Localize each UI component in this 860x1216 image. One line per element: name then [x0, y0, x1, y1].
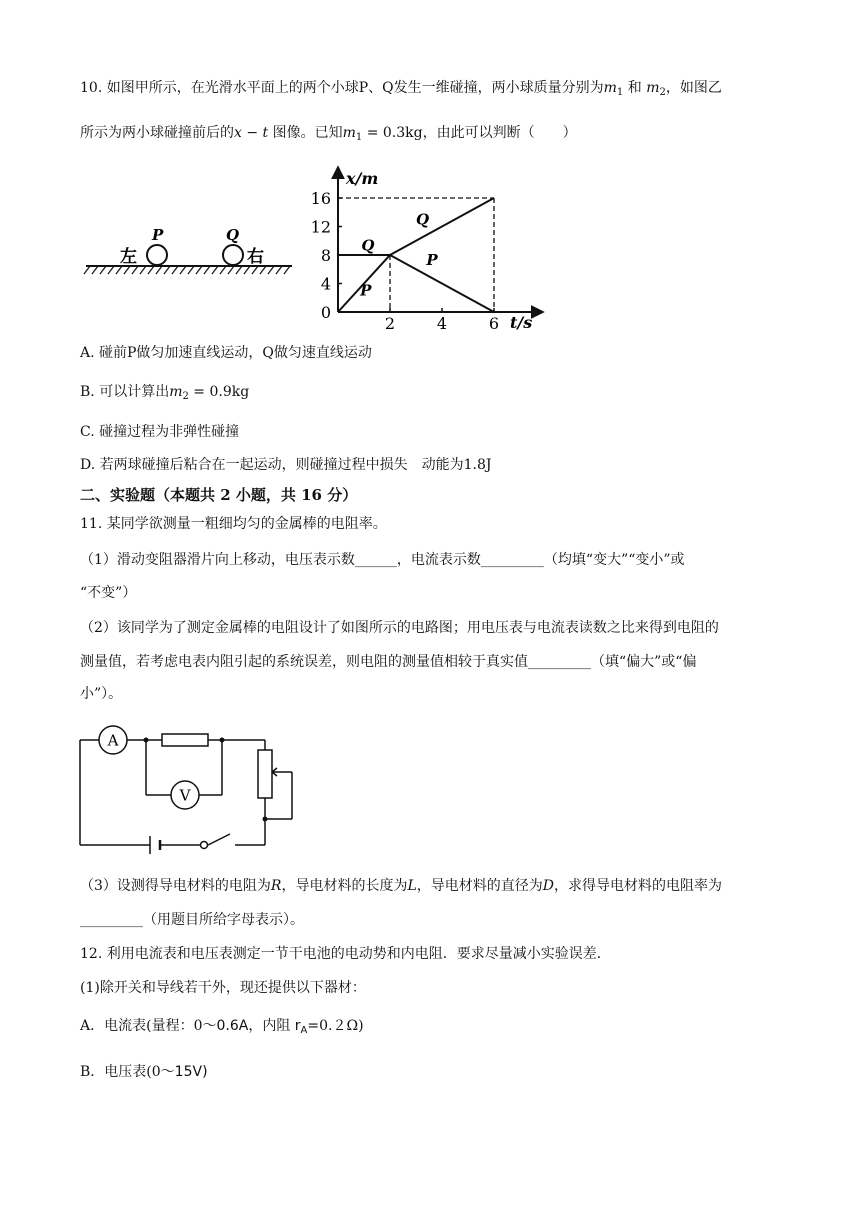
ball-p-label: P [152, 226, 164, 244]
q11-part3-line1 [80, 876, 722, 896]
y-tick-label: 12 [310, 217, 331, 237]
q11-part1-line2: “不变”） [80, 585, 137, 601]
conj: 和 [623, 80, 647, 96]
q12-a-range: 0.6A [216, 1018, 249, 1034]
option-b-prefix: B. 可以计算出 [80, 384, 170, 400]
rheostat-icon [258, 750, 272, 798]
q10-text: ，如图乙 [665, 80, 722, 96]
circuit-diagram [80, 722, 300, 862]
q12-a-tail: =0.２Ω) [307, 1018, 364, 1034]
q12-b-range: 15V) [174, 1064, 208, 1080]
option-b-value: = 0.9kg [188, 384, 250, 400]
var-m: m [342, 125, 356, 141]
xt-expr: x − t [234, 125, 269, 141]
q12-stem: 12. 利用电流表和电压表测定一节干电池的电动势和内电阻．要求尽量减小实验误差． [80, 946, 611, 962]
q11-stem: 11. 某同学欲测量一粗细均匀的金属棒的电阻率。 [80, 516, 387, 532]
ball-p [147, 245, 167, 265]
given-mass: = 0.3kg [362, 125, 423, 141]
var-m: m [603, 80, 617, 96]
y-axis-label: x/m [346, 169, 379, 188]
q10-option-d [80, 455, 492, 475]
sub-2: 2 [182, 391, 189, 402]
figure-balls [84, 220, 299, 280]
q10-option-a: A. 碰前P做匀加速直线运动，Q做匀速直线运动 [80, 345, 372, 361]
resistor-icon [162, 734, 208, 746]
x-tick-label: 2 [384, 314, 396, 333]
y-tick-label: 4 [320, 274, 331, 294]
voltmeter-label: V [179, 786, 191, 805]
junction-dot [220, 738, 225, 743]
var-m: m [646, 80, 660, 96]
right-label: 右 [247, 247, 264, 267]
q10-option-c: C. 碰撞过程为非弹性碰撞 [80, 424, 240, 440]
q10-option-b [80, 382, 249, 407]
var-d: D [542, 878, 554, 894]
q11-part1-line1: （1）滑动变阻器滑片向上移动，电压表示数______，电流表示数_________（均填“变大”“变小”或 [80, 552, 685, 568]
option-d-value: 1.8J [463, 457, 492, 473]
q12-b-prefix: B．电压表(0～ [80, 1064, 175, 1080]
q11-text: （3）设测得导电材料的电阻为 [80, 878, 271, 894]
junction-dot [263, 817, 268, 822]
q12-a-prefix: A．电流表(量程：0～ [80, 1018, 217, 1034]
switch-icon [201, 842, 208, 849]
y-tick-label: 16 [310, 189, 331, 208]
junction-dot [144, 738, 149, 743]
sub-1: 1 [355, 132, 363, 143]
q10-text: ，由此可以判断（ ） [422, 125, 577, 141]
var-m: m [169, 384, 183, 400]
curve-label-q-lower: Q [361, 236, 375, 255]
curve-label-q-upper: Q [416, 210, 430, 229]
x-axis-label: t/s [510, 313, 533, 332]
q11-text: ，求得导电材料的电阻率为 [554, 878, 722, 894]
curve-label-p-lower: P [360, 281, 372, 300]
q12-a-sub: A [300, 1025, 308, 1036]
var-r: R [270, 878, 282, 894]
q10-text: 图像。已知 [268, 125, 343, 141]
ball-q-label: Q [226, 226, 240, 244]
ammeter-label: A [107, 731, 119, 750]
q12-a-mid: ，内阻 [248, 1018, 295, 1034]
q12-option-a [80, 1016, 364, 1041]
q10-text: 所示为两小球碰撞前后的 [80, 125, 234, 141]
q11-text: ，导电材料的长度为 [281, 878, 408, 894]
q11-part2-line2: 测量值，若考虑电表内阻引起的系统误差，则电阻的测量值相较于真实值_________（填“偏大”或“偏 [80, 654, 697, 670]
q10-stem-line1 [80, 78, 722, 103]
q12-part1: (1)除开关和导线若干外，现还提供以下器材： [80, 980, 366, 996]
q12-option-b [80, 1062, 208, 1082]
figure-xt-graph [310, 160, 550, 335]
q11-text: ，导电材料的直径为 [416, 878, 543, 894]
section-title: 二、实验题（本题共 2 小题，共 16 分） [80, 486, 358, 504]
left-label: 左 [120, 247, 137, 267]
q10-stem-line2 [80, 123, 577, 148]
option-d-prefix: D. 若两球碰撞后粘合在一起运动，则碰撞过程中损失 动能为 [80, 457, 464, 473]
var-l: L [407, 878, 417, 894]
y-tick-label: 0 [320, 303, 331, 322]
q12-a-r: r [294, 1018, 301, 1034]
sub-2: 2 [659, 87, 666, 98]
y-tick-label: 8 [320, 246, 331, 265]
q10-text: 10. 如图甲所示，在光滑水平面上的两个小球P、Q发生一维碰撞，两小球质量分别为 [80, 80, 604, 96]
x-tick-label: 4 [436, 314, 448, 333]
q11-part3-line2: _________（用题目所给字母表示）。 [80, 912, 304, 928]
sub-1: 1 [616, 87, 624, 98]
x-tick-label: 6 [488, 314, 500, 333]
q11-part2-line1: （2）该同学为了测定金属棒的电阻设计了如图所示的电路图；用电压表与电流表读数之比来得到电阻的 [80, 620, 719, 636]
curve-label-p-right: P [426, 250, 438, 269]
q11-part2-line3: 小”）。 [80, 686, 123, 702]
ball-q [223, 245, 243, 265]
